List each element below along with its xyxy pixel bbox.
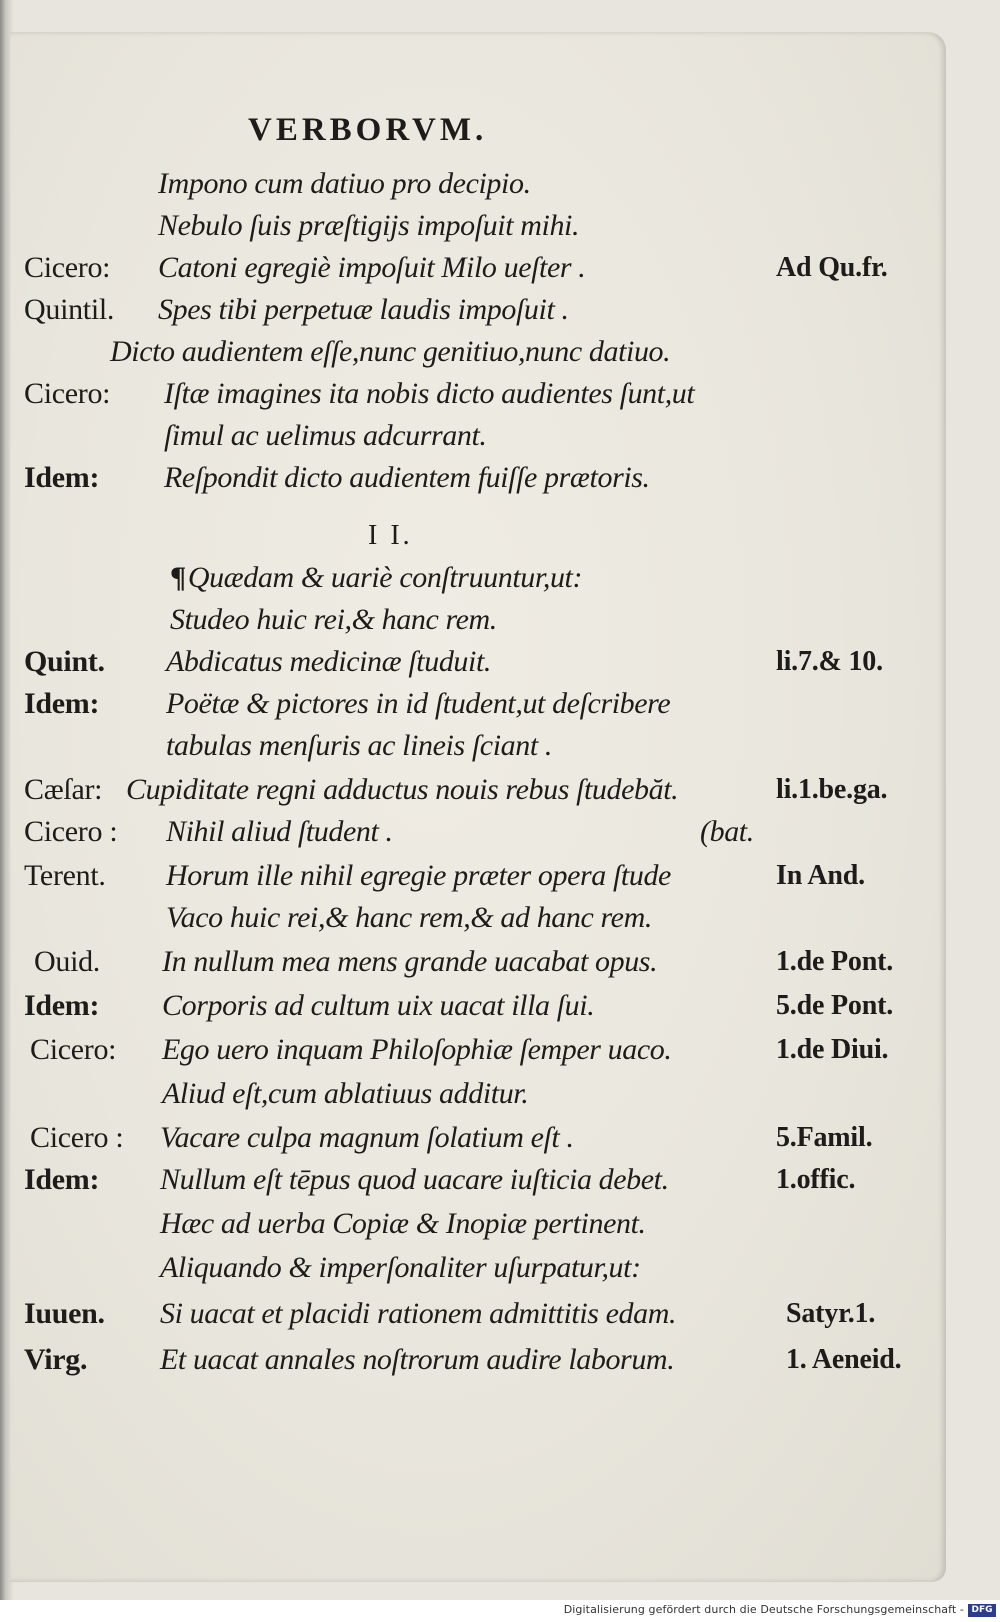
author-label: Terent.: [24, 859, 106, 892]
text-line: Impono cum datiuo pro decipio.: [158, 167, 531, 200]
citation-ref: 5.Famil.: [776, 1122, 873, 1153]
running-head: VERBORVM.: [248, 112, 488, 148]
text-line: Ego uero inquam Philoſophiæ ſemper uaco.: [162, 1033, 672, 1066]
citation-ref: 1.de Pont.: [776, 946, 894, 977]
text-line: Dicto audientem eſſe,nunc genitiuo,nunc datiuo.: [110, 335, 671, 368]
text-line: Et uacat annales noſtrorum audire laborum.: [160, 1343, 675, 1376]
citation-ref: 1. Aeneid.: [786, 1344, 902, 1375]
text-line: Iſtæ imagines ita nobis dicto audientes ſunt,ut: [164, 377, 695, 410]
text-line: Aliquando & imperſonaliter uſurpatur,ut:: [160, 1251, 641, 1284]
text-line: ſimul ac uelimus adcurrant.: [164, 419, 487, 452]
author-label: Cicero :: [24, 815, 118, 848]
author-label: Cæſar:: [24, 773, 103, 806]
author-label: Quint.: [24, 645, 105, 678]
text-line: Vaco huic rei,& hanc rem,& ad hanc rem.: [166, 901, 652, 934]
text-line: Horum ille nihil egregie præter opera ſtude: [166, 859, 671, 892]
pilcrow-icon: ¶: [170, 561, 186, 594]
section-number: I I.: [368, 520, 413, 551]
text-line: Spes tibi perpetuæ laudis impoſuit .: [158, 293, 569, 326]
text-line: [170, 560, 582, 596]
citation-ref: Ad Qu.fr.: [776, 252, 888, 283]
author-label: Cicero :: [30, 1121, 124, 1154]
text-line: Nullum eſt tēpus quod uacare iuſticia debet.: [160, 1163, 669, 1196]
citation-ref: 5.de Pont.: [776, 990, 894, 1021]
author-label: Ouid.: [34, 945, 101, 978]
turnover-text: (bat.: [700, 815, 754, 848]
citation-ref: 1.de Diui.: [776, 1034, 889, 1065]
author-label: Idem:: [24, 989, 100, 1022]
citation-ref: In And.: [776, 860, 865, 891]
text-line: Reſpondit dicto audientem fuiſſe prætoris.: [164, 461, 650, 494]
text-line: Poëtæ & pictores in id ſtudent,ut deſcribere: [166, 687, 671, 720]
citation-ref: li.7.& 10.: [776, 646, 883, 677]
author-label: Virg.: [24, 1343, 88, 1376]
text-line: Catoni egregiè impoſuit Milo ueſter .: [158, 251, 586, 284]
text-line: Si uacat et placidi rationem admittitis edam.: [160, 1297, 677, 1330]
text-line: Studeo huic rei,& hanc rem.: [170, 603, 497, 636]
author-label: Cicero:: [30, 1033, 117, 1066]
text-line: Aliud eſt,cum ablatiuus additur.: [162, 1077, 529, 1110]
digitization-credit: Digitalisierung gefördert durch die Deutsche Forschungsgemeinschaft -: [563, 1603, 964, 1616]
author-label: Idem:: [24, 687, 100, 720]
text-line: Nihil aliud ſtudent .: [166, 815, 393, 848]
text-line: tabulas menſuris ac lineis ſciant .: [166, 729, 552, 762]
citation-ref: 1.offic.: [776, 1164, 856, 1195]
author-label: Cicero:: [24, 377, 111, 410]
text-line: Corporis ad cultum uix uacat illa ſui.: [162, 989, 595, 1022]
text-line: Nebulo ſuis præſtigijs impoſuit mihi.: [158, 209, 580, 242]
text-line-content: Quædam & uariè conſtruuntur,ut:: [187, 561, 583, 594]
citation-ref: Satyr.1.: [786, 1298, 876, 1329]
text-line: Cupiditate regni adductus nouis rebus ſtudebăt.: [126, 773, 679, 806]
text-line: Abdicatus medicinæ ſtuduit.: [166, 645, 492, 678]
author-label: Idem:: [24, 461, 100, 494]
dfg-logo-icon: DFG: [968, 1604, 996, 1617]
text-line: Hæc ad uerba Copiæ & Inopiæ pertinent.: [160, 1207, 646, 1240]
text-line: In nullum mea mens grande uacabat opus.: [162, 945, 658, 978]
citation-ref: li.1.be.ga.: [776, 774, 888, 805]
text-line: Vacare culpa magnum ſolatium eſt .: [160, 1121, 574, 1154]
author-label: Idem:: [24, 1163, 100, 1196]
author-label: Quintil.: [24, 293, 115, 326]
author-label: Cicero:: [24, 251, 111, 284]
author-label: Iuuen.: [24, 1297, 105, 1330]
